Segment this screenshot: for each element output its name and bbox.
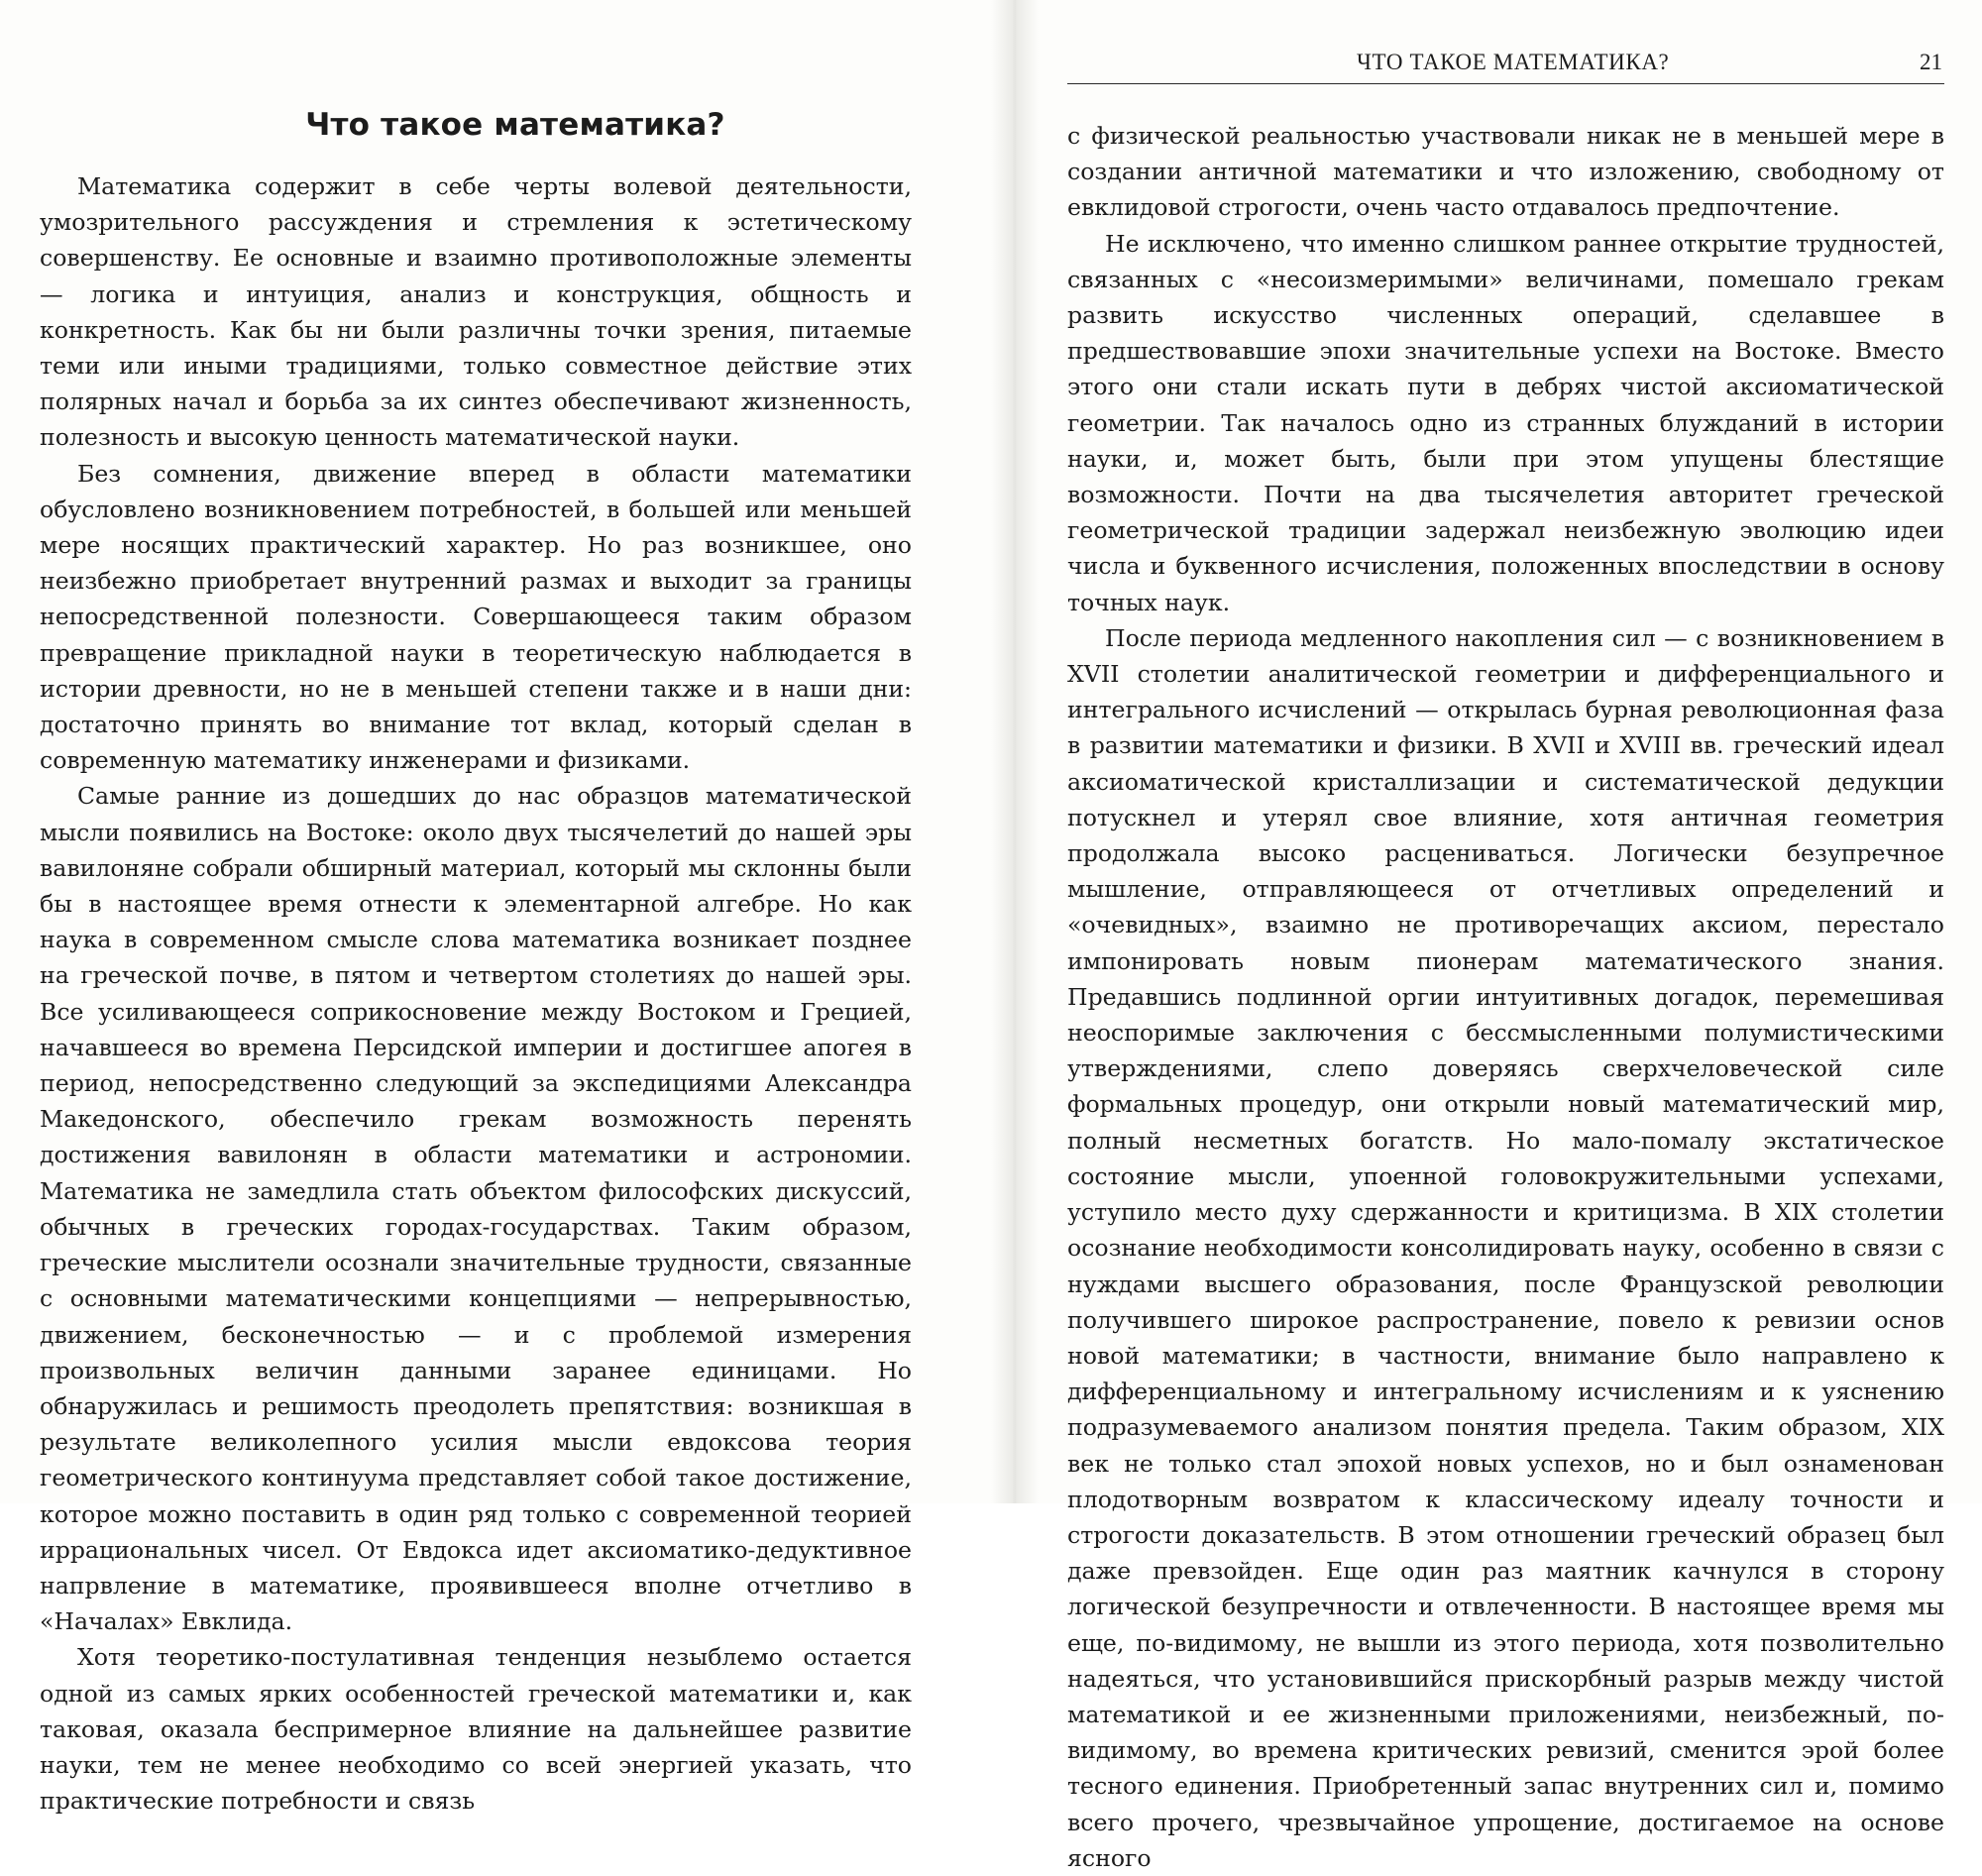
paragraph: Хотя теоретико-постулативная тенденция незыблемо остается одной из самых ярких особенностей греческой математики и, как таковая, оказала беспримерное влияние на дальнейшее развитие науки, тем не менее необходимо со всей энергией указать, что практические потребности и связь — [40, 1643, 912, 1816]
paragraph: Не исключено, что именно слишком раннее открытие трудностей, связанных с «несоизмеримыми» величинами, помешало грекам развить искусство численных операций, сделавшее в предшествовавшие эпохи значительные успехи на Востоке. Вместо этого они стали искать пути в дебрях чистой аксиоматической геометрии. Так началось одно из странных блужданий в истории науки, и, может быть, были при этом упущены блестящие возможности. Почти на два тысячелетия авторитет греческой геометрической традиции задержал неизбежную эволюцию идеи числа и буквенного исчисления, положенных впоследствии в основу точных наук. — [1067, 229, 1944, 616]
page-number: 21 — [1920, 50, 1942, 74]
right-page — [991, 0, 1982, 1872]
right-page-body — [1067, 118, 1944, 1876]
paragraph: Без сомнения, движение вперед в области математики обусловлено возникновением потребностей, в большей или меньшей мере носящих практический характер. Но раз возникшее, оно неизбежно приобретает внутренний размах и выходит за границы непосредственной полезности. Совершающееся таким образом превращение прикладной науки в теоретическую наблюдается в истории древности, но не в меньшей степени также и в наши дни: достаточно принять во внимание тот вклад, который сделан в современную математику инженерами и физиками. — [40, 459, 912, 775]
paragraph: После периода медленного накопления сил — с возникновением в XVII столетии аналитической геометрии и дифференциального и интегрального исчислений — открылась бурная революционная фаза в развитии математики и физики. В XVII и XVIII вв. греческий идеал аксиоматической кристаллизации и систематической дедукции потускнел и утерял свое влияние, хотя античная геометрия продолжала высоко расцениваться. Логически безупречное мышление, отправляющееся от отчетливых определений и «очевидных», взаимно не противоречащих аксиом, перестало импонировать новым пионерам математического знания. Предавшись подлинной оргии интуитивных догадок, перемешивая неоспоримые заключения с бессмысленными полумистическими утверждениями, слепо доверяясь сверхчеловеческой силе формальных процедур, они открыли новый математический мир, полный несметных богатств. Но мало-помалу экстатическое состояние мысли, упоенной головокружительными успехами, уступило место духу сдержанности и критицизма. В XIX столетии осознание необходимости консолидировать науку, особенно в связи с нуждами высшего образования, после Французской революции получившего широкое распространение, повело к ревизии основ новой математики; в частности, внимание было направлено к дифференциальному и интегральному исчислениям и к уяснению подразумеваемого анализом понятия предела. Таким образом, XIX век не только стал эпохой новых успехов, но и был ознаменован плодотворным возвратом к классическому идеалу точности и строгости доказательств. В этом отношении греческий образец был даже превзойден. Еще один раз маятник качнулся в сторону логической безупречности и отвлеченности. В настоящее время мы еще, по-видимому, не вышли из этого периода, хотя позволительно надеяться, что установившийся прискорбный разрыв между чистой математикой и ее жизненными приложениями, неизбежный, по-видимому, во времена критических ревизий, сменится эрой более тесного единения. Приобретенный запас внутренних сил и, помимо всего прочего, чрезвычайное упрощение, достигаемое на основе ясного — [1067, 623, 1944, 1872]
paragraph: Самые ранние из дошедших до нас образцов математической мысли появились на Востоке: около двух тысячелетий до нашей эры вавилоняне собрали обширный материал, который мы склонны были бы в настоящее время отнести к элементарной алгебре. Но как наука в современном смысле слова математика возникает позднее на греческой почве, в пятом и четвертом столетиях до нашей эры. Все усиливающееся соприкосновение между Востоком и Грецией, начавшееся во времена Персидской империи и достигшее апогея в период, непосредственно следующий за экспедициями Александра Македонского, обеспечило грекам возможность перенять достижения вавилонян в области математики и астрономии. Математика не замедлила стать объектом философских дискуссий, обычных в греческих городах-государствах. Таким образом, греческие мыслители осознали значительные трудности, связанные с основными математическими концепциями — непрерывностью, движением, бесконечностью — и с проблемой измерения произвольных величин данными заранее единицами. Но обнаружилась и решимость преодолеть препятствия: возникшая в результате великолепного усилия мысли евдоксова теория геометрического континуума представляет собой такое достижение, которое можно поставить в один ряд только с современной теорией иррациональных чисел. От Евдокса идет аксиоматико-дедуктивное напрвление в математике, проявившееся вполне отчетливо в «Началах» Евклида. — [40, 782, 912, 1636]
paragraph: Математика содержит в себе черты волевой деятельности, умозрительного рассуждения и стремления к эстетическому совершенству. Ее основные и взаимно противоположные элементы — логика и интуиция, анализ и конструкция, общность и конкретность. Как бы ни были различны точки зрения, питаемые теми или иными традициями, только совместное действие этих полярных начал и борьба за их синтез обеспечивают жизненность, полезность и высокую ценность математической науки. — [40, 172, 912, 452]
paragraph-continuation: с физической реальностью участвовали никак не в меньшей мере в создании античной математики и что изложению, свободному от евклидовой строгости, очень часто отдавалось предпочтение. — [1067, 122, 1944, 222]
chapter-title: Что такое математика? — [305, 107, 725, 143]
left-page-body — [40, 168, 912, 1819]
left-page — [0, 0, 991, 1816]
running-header — [1067, 48, 1944, 84]
running-title: ЧТО ТАКОЕ МАТЕМАТИКА? — [1357, 50, 1670, 74]
